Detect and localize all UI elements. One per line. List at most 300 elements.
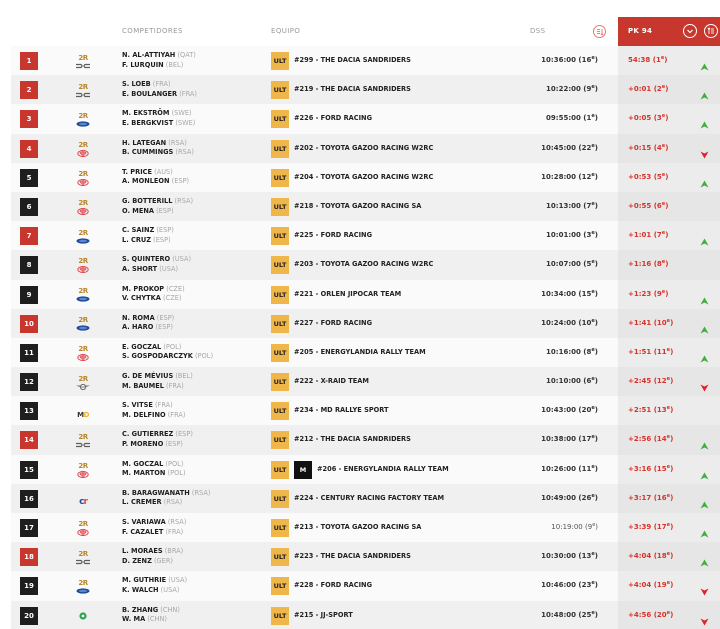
pk-gap: +1:51 (11e) (628, 346, 674, 356)
crew-names (122, 547, 183, 566)
pk-gap: +4:56 (20e) (628, 609, 674, 619)
position-badge: 18 (20, 548, 38, 566)
codriver-name: V. CHYTKA (122, 294, 161, 303)
brand-2r-logo: 2R (78, 228, 88, 237)
category-badge: ULT (271, 344, 289, 362)
team-name (294, 484, 444, 513)
driver[interactable] (122, 314, 174, 324)
trend-none (700, 202, 709, 210)
brand-2r-logo: 2R (78, 53, 88, 62)
driver[interactable] (122, 489, 210, 499)
codriver-name: A. MONLEON (122, 177, 170, 186)
dss-rank: 1 (586, 114, 592, 123)
driver-country: (POL) (165, 459, 184, 468)
driver-country: (FRA) (152, 80, 171, 89)
category-badge: ULT (271, 402, 289, 420)
driver[interactable] (122, 51, 196, 61)
codriver[interactable] (122, 469, 186, 479)
codriver-country: (SWE) (175, 118, 196, 127)
dss-rank: 9 (586, 85, 592, 94)
brand-logos (73, 283, 93, 307)
codriver[interactable] (122, 615, 180, 625)
codriver[interactable] (122, 382, 193, 392)
brand-logos (73, 458, 93, 482)
driver[interactable] (122, 576, 187, 586)
position-badge: 3 (20, 110, 38, 128)
dss-rank: 7 (586, 201, 592, 210)
toyota-logo-icon (76, 266, 90, 273)
dss-time-value: 10:46:00 (541, 581, 576, 590)
driver-name: C. SAINZ (122, 226, 155, 235)
driver-name: M. EKSTRÖM (122, 109, 170, 118)
codriver[interactable] (122, 440, 193, 450)
team-label: #204 - TOYOTA GAZOO RACING W2RC (294, 172, 434, 181)
ford-logo-icon (76, 238, 90, 244)
table-row[interactable] (11, 250, 720, 279)
table-row[interactable] (11, 455, 720, 484)
team-label: #227 - FORD RACING (294, 318, 372, 327)
pk-gap: +3:39 (17e) (628, 522, 674, 531)
driver-name: B. ZHANG (122, 605, 159, 614)
dss-time: 09:55:00 (1e) (546, 113, 598, 123)
driver[interactable] (122, 255, 191, 265)
gap-value: 54:38 (628, 56, 651, 64)
driver-name: M. GUTHRIE (122, 576, 167, 585)
driver-name: M. GOCZAL (122, 459, 164, 468)
table-row[interactable] (11, 46, 720, 75)
gap-rank: 6 (656, 201, 662, 210)
codriver-country: (RSA) (163, 498, 183, 507)
dss-time-value: 09:55:00 (546, 114, 581, 123)
trend-up-icon (700, 231, 709, 239)
dacia-logo-icon (76, 559, 90, 565)
team-name (294, 309, 372, 338)
driver[interactable] (122, 109, 195, 119)
table-row[interactable] (11, 104, 720, 133)
position-badge: 16 (20, 490, 38, 508)
pk-column-header[interactable] (618, 17, 720, 46)
team-name (294, 601, 353, 629)
gap-rank: 11 (656, 347, 667, 356)
driver[interactable] (122, 518, 186, 528)
codriver[interactable] (122, 236, 174, 246)
codriver[interactable] (122, 352, 213, 362)
team-name (294, 367, 369, 396)
position-badge: 2 (20, 81, 38, 99)
dss-rank: 13 (581, 552, 592, 561)
gap-rank: 10 (656, 318, 667, 327)
driver-country: (CHN) (160, 605, 180, 614)
trend-none (700, 260, 709, 268)
dss-time: 10:30:00 (13e) (541, 551, 598, 561)
ford-logo-icon (76, 296, 90, 302)
driver-name: S. VARIAWA (122, 518, 166, 526)
driver[interactable] (122, 139, 194, 149)
driver-country: (POL) (163, 342, 182, 351)
brand-2r-logo: 2R (78, 257, 88, 266)
driver-name: M. PROKOP (122, 284, 165, 293)
gap-rank: 2 (656, 85, 662, 94)
driver[interactable] (122, 80, 197, 90)
driver-name: H. LATEGAN (122, 138, 167, 147)
driver[interactable] (122, 285, 185, 295)
column-header-team: EQUIPO (271, 27, 301, 35)
position-badge: 10 (20, 315, 38, 333)
driver[interactable] (122, 547, 183, 557)
table-row[interactable] (11, 163, 720, 192)
dss-rank: 11 (581, 464, 592, 473)
driver[interactable] (122, 430, 193, 440)
driver-name: C. GUTIERREZ (122, 430, 174, 439)
codriver-country: (CZE) (163, 294, 182, 303)
team-label: #224 - CENTURY RACING FACTORY TEAM (294, 493, 445, 502)
position-badge: 5 (20, 169, 38, 187)
crew-names (122, 606, 180, 625)
brand-logos (73, 428, 93, 452)
team-name (294, 250, 433, 279)
team-name (294, 163, 433, 192)
category-badge: ULT (271, 461, 289, 479)
jj-logo-icon (79, 612, 87, 620)
gap-value: +3:39 (628, 523, 652, 531)
dss-time-value: 10:16:00 (546, 347, 581, 356)
position-badge: 17 (20, 519, 38, 537)
driver-name: S. QUINTERO (122, 255, 171, 264)
brand-logos (73, 516, 93, 540)
dss-time: 10:01:00 (3e) (546, 230, 598, 240)
codriver-country: (ESP) (171, 177, 190, 186)
table-row[interactable] (11, 221, 720, 250)
codriver[interactable] (122, 61, 196, 71)
table-row[interactable] (11, 367, 720, 396)
pk-gap: +0:55 (6e) (628, 200, 669, 210)
dss-rank: 22 (581, 143, 592, 152)
dss-rank: 12 (581, 172, 592, 181)
pk-gap: +1:01 (7e) (628, 230, 669, 240)
table-row[interactable] (11, 192, 720, 221)
trend-down-icon (700, 581, 709, 589)
codriver-country: (GER) (153, 556, 173, 565)
codriver-country: (FRA) (165, 527, 184, 536)
driver-country: (SWE) (171, 109, 192, 118)
codriver-country: (USA) (159, 264, 179, 273)
driver[interactable] (122, 197, 193, 207)
table-row[interactable] (11, 396, 720, 425)
driver-name: G. BOTTERILL (122, 196, 173, 205)
trend-up-icon (700, 465, 709, 473)
column-header-dss: DSS (530, 27, 546, 35)
codriver[interactable] (122, 411, 186, 421)
brand-logos (73, 78, 93, 102)
crew-names (122, 80, 197, 99)
driver-name: S. LOEB (122, 80, 151, 89)
driver[interactable] (122, 606, 180, 616)
position-badge: 7 (20, 227, 38, 245)
pk-gap: +0:05 (3e) (628, 113, 669, 123)
table-row[interactable] (11, 75, 720, 104)
table-row[interactable] (11, 601, 720, 629)
codriver-country: (ESP) (156, 206, 174, 215)
dss-time: 10:38:00 (17e) (541, 434, 598, 444)
codriver[interactable] (122, 557, 183, 567)
codriver[interactable] (122, 265, 191, 275)
crew-names (122, 576, 187, 595)
codriver-name: L. CRUZ (122, 235, 152, 244)
crew-names (122, 372, 193, 391)
crew-names (122, 109, 195, 128)
codriver[interactable] (122, 177, 189, 187)
codriver[interactable] (122, 498, 210, 508)
dacia-logo-icon (76, 442, 90, 448)
dss-time: 10:07:00 (5e) (546, 259, 598, 269)
table-row[interactable] (11, 571, 720, 600)
trend-up-icon (700, 523, 709, 531)
driver-name: N. ROMA (122, 313, 155, 322)
codriver[interactable] (122, 207, 193, 217)
crew-names (122, 314, 174, 333)
category-badge: ULT (271, 169, 289, 187)
codriver-name: L. CREMER (122, 498, 162, 507)
table-row[interactable] (11, 484, 720, 513)
category-badge: ULT (271, 548, 289, 566)
crew-names (122, 51, 196, 70)
chevron-down-icon[interactable] (683, 24, 697, 38)
mini-logo-icon (76, 384, 90, 390)
dss-time-value: 10:10:00 (546, 377, 581, 386)
team-name (294, 134, 433, 163)
brand-2r-logo: 2R (78, 520, 88, 528)
team-name (294, 280, 401, 309)
driver-country: (BEL) (175, 372, 193, 381)
driver-country: (USA) (168, 576, 188, 585)
gap-rank: 9 (656, 289, 662, 298)
team-name (294, 571, 372, 600)
codriver-country: (RSA) (175, 148, 194, 157)
crew-names (122, 401, 186, 420)
team-label: #221 - ORLEN JIPOCAR TEAM (294, 289, 402, 298)
gap-value: +4:56 (628, 610, 652, 619)
codriver-name: M. DELFINO (122, 410, 166, 419)
crew-names (122, 285, 185, 304)
crew-names (122, 197, 193, 216)
dss-time-value: 10:38:00 (541, 435, 576, 444)
team-label: #218 - TOYOTA GAZOO RACING SA (294, 201, 422, 210)
trend-up-icon (700, 114, 709, 122)
ford-logo-icon (76, 588, 90, 594)
driver[interactable] (122, 372, 193, 382)
codriver-country: (ESP) (165, 440, 183, 449)
position-badge: 13 (20, 402, 38, 420)
dss-rank: 17 (581, 435, 592, 444)
codriver-country: (FRA) (167, 410, 186, 419)
brand-logos (73, 370, 93, 394)
trend-up-icon (700, 319, 709, 327)
team-name (294, 46, 411, 75)
brand-2r-logo: 2R (78, 169, 88, 178)
trend-down-icon (700, 377, 709, 385)
driver-country: (CZE) (166, 284, 185, 293)
driver[interactable] (122, 460, 186, 470)
trend-up-icon (700, 173, 709, 181)
driver-name: T. PRICE (122, 167, 153, 176)
position-badge: 11 (20, 344, 38, 362)
team-label: #202 - TOYOTA GAZOO RACING W2RC (294, 143, 434, 152)
crew-names (122, 255, 191, 274)
codriver-name: O. MENA (122, 206, 154, 215)
table-row[interactable] (11, 280, 720, 309)
sort-descending-icon[interactable] (593, 25, 606, 38)
brand-logos (73, 604, 93, 628)
codriver-country: (POL) (167, 469, 186, 478)
dss-time-value: 10:30:00 (541, 552, 576, 561)
driver[interactable] (122, 168, 189, 178)
table-row[interactable] (11, 542, 720, 571)
codriver-name: F. CAZALET (122, 527, 164, 536)
position-badge: 12 (20, 373, 38, 391)
gap-value: +0:05 (628, 114, 652, 123)
gap-rank: 16 (656, 493, 667, 502)
dss-time-value: 10:48:00 (541, 610, 576, 619)
position-badge: 19 (20, 577, 38, 595)
dss-time: 10:26:00 (11e) (541, 463, 598, 473)
category-badge: ULT (271, 140, 289, 158)
gap-rank: 5 (656, 172, 662, 181)
brand-logos (73, 49, 93, 73)
codriver[interactable] (122, 148, 194, 158)
category-badge: ULT (271, 110, 289, 128)
codriver[interactable] (122, 323, 174, 333)
trend-up-icon (700, 348, 709, 356)
dss-time: 10:34:00 (15e) (541, 288, 598, 298)
gap-rank: 14 (656, 435, 667, 444)
team-label: #205 - ENERGYLANDIA RALLY TEAM (294, 347, 426, 356)
driver-name: G. DE MÉVIUS (122, 372, 174, 381)
driver-country: (ESP) (156, 226, 174, 235)
brand-2r-logo: 2R (78, 374, 88, 383)
table-row[interactable] (11, 513, 720, 542)
driver-country: (AUS) (154, 167, 173, 176)
brand-logos (73, 107, 93, 131)
driver-name: B. BARAGWANATH (122, 488, 190, 497)
dss-time-value: 10:43:00 (541, 406, 576, 415)
team-name (294, 542, 411, 571)
position-badge: 14 (20, 431, 38, 449)
team-label: #226 - FORD RACING (294, 114, 372, 123)
codriver[interactable] (122, 294, 185, 304)
brand-logos (73, 253, 93, 277)
dss-time-value: 10:24:00 (541, 318, 576, 327)
codriver[interactable] (122, 119, 195, 129)
dss-rank: 6 (586, 377, 592, 386)
dss-time-value: 10:45:00 (541, 143, 576, 152)
sort-ascending-icon[interactable] (704, 24, 718, 38)
brand-2r-logo: 2R (78, 344, 88, 353)
crew-names (122, 518, 186, 537)
gap-rank: 1 (655, 56, 661, 64)
team-label: #219 - THE DACIA SANDRIDERS (294, 85, 411, 94)
table-row[interactable] (11, 309, 720, 338)
gap-value: +1:41 (628, 318, 652, 327)
crew-names (122, 489, 210, 508)
extra-badge: M (294, 461, 312, 479)
category-badge: ULT (271, 286, 289, 304)
dss-time-value: 10:13:00 (546, 201, 581, 210)
team-name (294, 338, 426, 367)
brand-logos (73, 574, 93, 598)
category-badge: ULT (271, 519, 289, 537)
codriver-name: D. ZENZ (122, 556, 152, 565)
codriver-name: M. MARTON (122, 469, 166, 478)
team-name (294, 192, 421, 221)
md-logo-icon: MD (77, 410, 89, 419)
team-name (294, 396, 389, 425)
codriver-country: (USA) (160, 585, 180, 594)
driver[interactable] (122, 343, 213, 353)
pk-gap: +3:17 (16e) (628, 492, 674, 502)
table-row[interactable] (11, 338, 720, 367)
category-badge: ULT (271, 431, 289, 449)
codriver[interactable] (122, 586, 187, 596)
dss-time-value: 10:34:00 (541, 289, 576, 298)
dss-time-value: 10:36:00 (541, 56, 576, 64)
team-name (294, 221, 372, 250)
brand-logos (73, 399, 93, 423)
brand-2r-logo: 2R (78, 198, 88, 207)
team-label: #206 - ENERGYLANDIA RALLY TEAM (317, 464, 449, 473)
dss-time-value: 10:26:00 (541, 464, 576, 473)
dss-time: 10:22:00 (9e) (546, 84, 598, 94)
dss-time-value: 10:28:00 (541, 172, 576, 181)
codriver-country: (FRA) (179, 89, 197, 98)
gap-value: +0:55 (628, 201, 652, 210)
codriver[interactable] (122, 528, 186, 538)
category-badge: ULT (271, 198, 289, 216)
category-badge: ULT (271, 315, 289, 333)
codriver-country: (CHN) (147, 615, 167, 624)
driver[interactable] (122, 226, 174, 236)
team-name (294, 425, 411, 454)
table-row[interactable] (11, 134, 720, 163)
brand-logos (73, 487, 93, 511)
table-row[interactable] (11, 425, 720, 454)
team-name (294, 513, 421, 542)
brand-logos (73, 312, 93, 336)
dss-time-value: 10:49:00 (541, 493, 576, 502)
category-badge: ULT (271, 256, 289, 274)
dss-time: 10:28:00 (12e) (541, 171, 598, 181)
team-label: #213 - TOYOTA GAZOO RACING SA (294, 523, 422, 531)
dss-rank: 16 (581, 56, 592, 64)
trend-up-icon (700, 494, 709, 502)
codriver[interactable] (122, 90, 197, 100)
crew-names (122, 460, 186, 479)
team-label: #223 - THE DACIA SANDRIDERS (294, 552, 411, 561)
team-label: #222 - X-RAID TEAM (294, 377, 369, 386)
gap-value: +2:51 (628, 406, 652, 415)
position-badge: 15 (20, 461, 38, 479)
driver[interactable] (122, 401, 186, 411)
dss-time: 10:13:00 (7e) (546, 200, 598, 210)
driver-country: (FRA) (154, 401, 173, 410)
table-header (11, 17, 720, 46)
gap-value: +1:01 (628, 231, 652, 240)
driver-name: S. VITSE (122, 401, 153, 410)
codriver-name: A. SHORT (122, 264, 158, 273)
dss-time: 10:46:00 (23e) (541, 580, 598, 590)
gap-value: +4:04 (628, 552, 652, 561)
codriver-name: E. BERGKVIST (122, 118, 174, 127)
gap-value: +3:16 (628, 464, 652, 473)
